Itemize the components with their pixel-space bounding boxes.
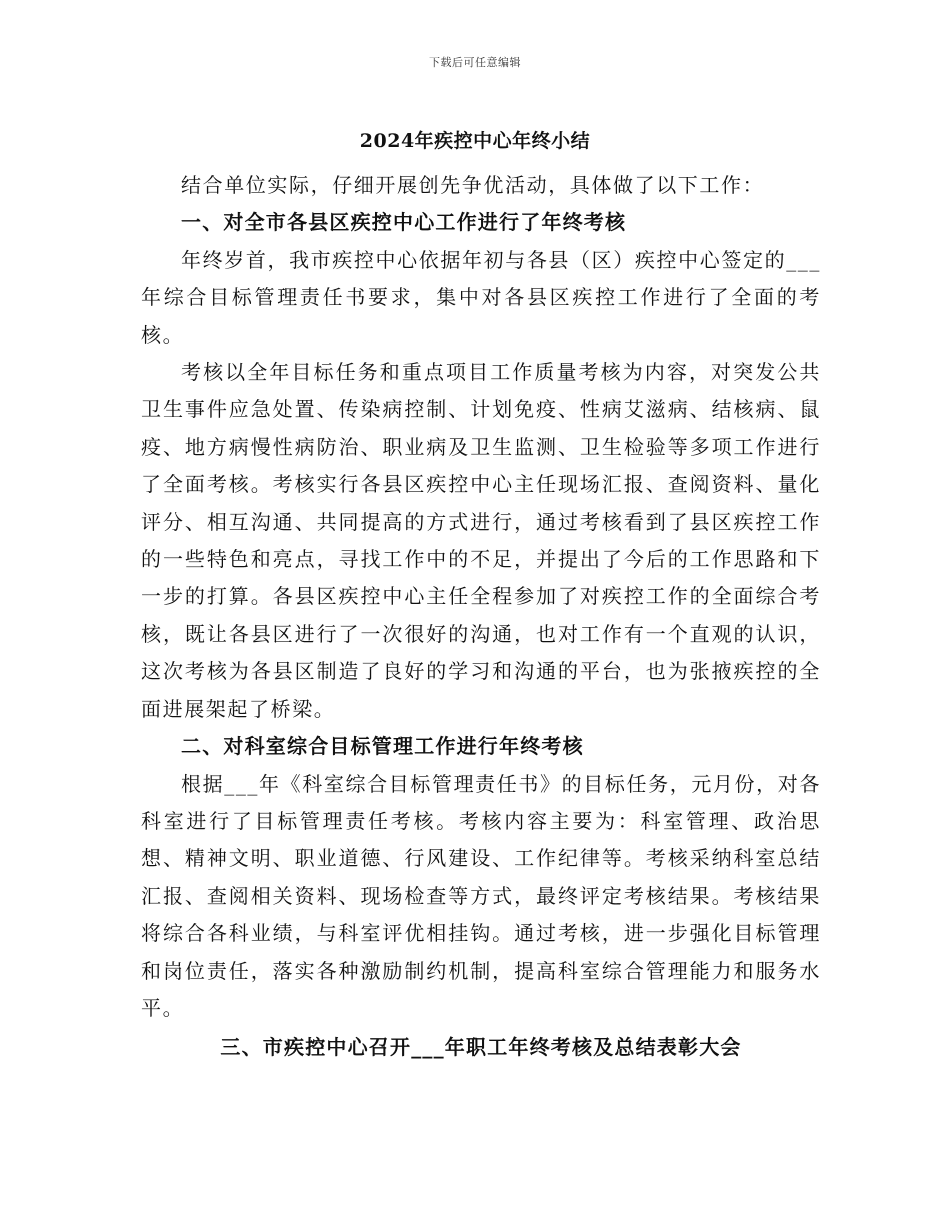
section-heading-3: 三、市疾控中心召开___年职工年终考核及总结表彰大会 (220, 1035, 742, 1060)
body-paragraph: 根据___年《科室综合目标管理责任书》的目标任务，元月份，对各科室进行了目标管理责任考核。考核内容主要为：科室管理、政治思想、精神文明、职业道德、行风建设、工作纪律等。考核采纳科室总结汇报、查阅相关资料、现场检查等方式，最终评定考核结果。考核结果将综合各科业绩，与科室评优相挂钩。通过考核，进一步强化目标管理和岗位责任，落实各种激励制约机制，提高科室综合管理能力和服务水平。 (141, 771, 821, 1020)
header-note: 下载后可任意编辑 (429, 56, 521, 69)
document-body (141, 167, 821, 1067)
section-heading-2: 二、对科室综合目标管理工作进行年终考核 (181, 734, 584, 759)
intro-paragraph: 结合单位实际，仔细开展创先争优活动，具体做了以下工作： (181, 173, 765, 197)
section-heading-1: 一、对全市各县区疾控中心工作进行了年终考核 (181, 210, 627, 235)
body-paragraph: 年终岁首，我市疾控中心依据年初与各县（区）疾控中心签定的___年综合目标管理责任书要求，集中对各县区疾控工作进行了全面的考核。 (141, 247, 821, 347)
document-title: 2024年疾控中心年终小结 (359, 130, 591, 152)
body-paragraph: 考核以全年目标任务和重点项目工作质量考核为内容，对突发公共卫生事件应急处置、传染病控制、计划免疫、性病艾滋病、结核病、鼠疫、地方病慢性病防治、职业病及卫生监测、卫生检验等多项工作进行了全面考核。考核实行各县区疾控中心主任现场汇报、查阅资料、量化评分、相互沟通、共同提高的方式进行，通过考核看到了县区疾控工作的一些特色和亮点，寻找工作中的不足，并提出了今后的工作思路和下一步的打算。各县区疾控中心主任全程参加了对疾控工作的全面综合考核，既让各县区进行了一次很好的沟通，也对工作有一个直观的认识，这次考核为各县区制造了良好的学习和沟通的平台，也为张掖疾控的全面进展架起了桥梁。 (141, 360, 821, 721)
